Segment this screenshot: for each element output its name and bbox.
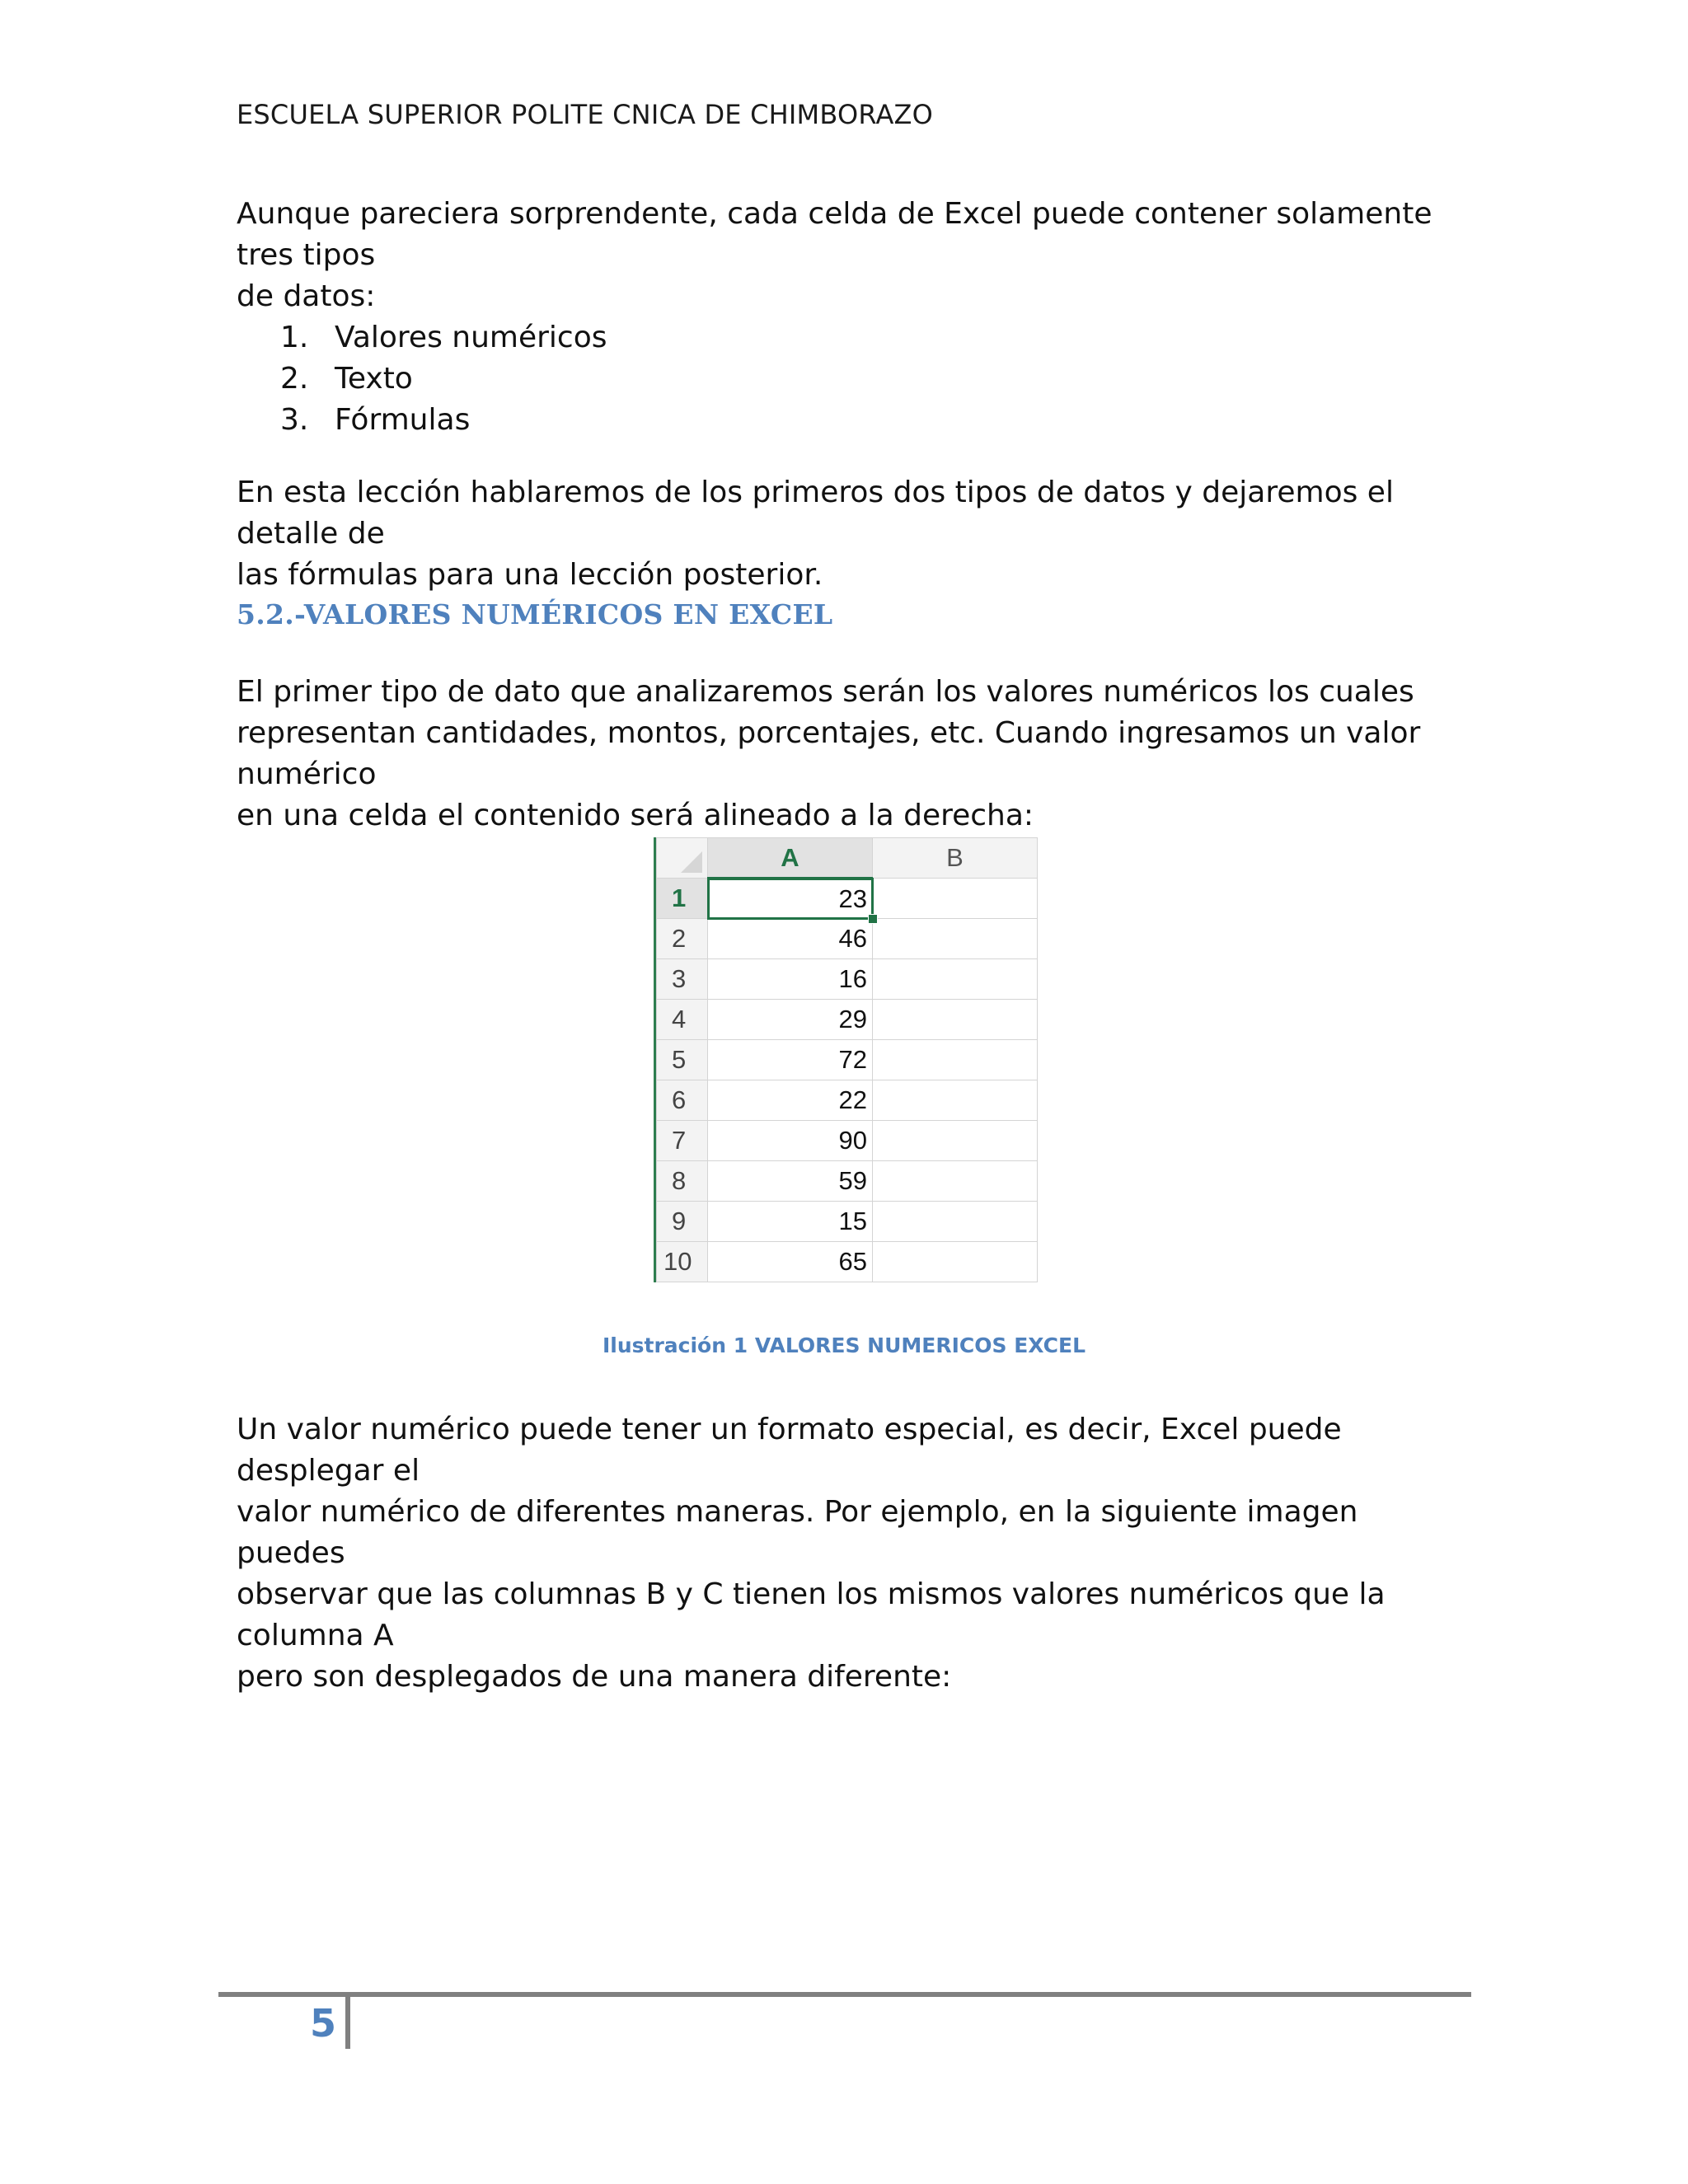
row-header: 6 [657,1080,708,1121]
page-header: ESCUELA SUPERIOR POLITE CNICA DE CHIMBORAZO [237,99,934,130]
lesson-note-line: las fórmulas para una lección posterior. [237,558,823,592]
row-header: 8 [657,1161,708,1202]
cell-value: 23 [838,883,867,913]
list-item [280,359,607,400]
cell-a9: 15 [708,1202,873,1242]
spreadsheet-grid [656,837,1038,1282]
figure-caption: Ilustración 1 VALORES NUMERICOS EXCEL [602,1333,1086,1357]
row-header: 4 [657,1000,708,1040]
numeric-intro-line: El primer tipo de dato que analizaremos serán los valores numéricos los cuales [237,675,1414,709]
intro-paragraph [237,194,1473,317]
cell-b1 [873,879,1038,919]
lesson-note-paragraph [237,472,1473,596]
column-header-row [657,838,1038,879]
row-header: 9 [657,1202,708,1242]
list-item-number: 3. [280,403,309,437]
intro-line: de datos: [237,279,376,313]
cell-a3: 16 [708,959,873,1000]
list-item-label: Texto [335,362,413,396]
cell-b10 [873,1242,1038,1282]
cell-b8 [873,1161,1038,1202]
row-header: 10 [657,1242,708,1282]
list-item-label: Fórmulas [335,403,471,437]
cell-b9 [873,1202,1038,1242]
cell-a4: 29 [708,1000,873,1040]
table-row [657,1242,1038,1282]
table-row [657,1080,1038,1121]
list-item-number: 1. [280,321,309,354]
section-heading: 5.2.-VALORES NUMÉRICOS EN EXCEL [237,598,833,630]
cell-b5 [873,1040,1038,1080]
cell-a6: 22 [708,1080,873,1121]
row-header: 2 [657,919,708,959]
numeric-intro-paragraph [237,672,1473,837]
numeric-intro-line: en una celda el contenido será alineado a la derecha: [237,799,1034,832]
numeric-intro-line: representan cantidades, montos, porcentajes, etc. Cuando ingresamos un valor numérico [237,716,1421,791]
cell-b4 [873,1000,1038,1040]
table-row [657,1161,1038,1202]
spreadsheet-illustration [654,837,1038,1282]
table-row [657,1040,1038,1080]
data-types-list [280,317,607,441]
list-item [280,317,607,359]
cell-a5: 72 [708,1040,873,1080]
fill-handle [868,914,878,924]
footer-rule [218,1992,1471,1997]
cell-b7 [873,1121,1038,1161]
cell-a2: 46 [708,919,873,959]
intro-line: Aunque pareciera sorprendente, cada celda de Excel puede contener solamente tres tipos [237,197,1432,272]
row-header: 5 [657,1040,708,1080]
select-all-corner [657,838,708,879]
cell-a10: 65 [708,1242,873,1282]
format-note-line: valor numérico de diferentes maneras. Por ejemplo, en la siguiente imagen puedes [237,1495,1358,1570]
table-row [657,919,1038,959]
table-row [657,1202,1038,1242]
list-item-number: 2. [280,362,309,396]
select-all-triangle-icon [681,851,702,873]
format-note-line: pero son desplegados de una manera diferente: [237,1660,952,1694]
format-note-line: observar que las columnas B y C tienen los mismos valores numéricos que la columna A [237,1577,1386,1652]
format-note-paragraph [237,1409,1473,1698]
row-header: 3 [657,959,708,1000]
lesson-note-line: En esta lección hablaremos de los primeros dos tipos de datos y dejaremos el detalle de [237,476,1394,551]
list-item [280,400,607,441]
page-number: 5 [310,2001,337,2046]
column-header-b: B [873,838,1038,879]
table-row [657,959,1038,1000]
cell-a7: 90 [708,1121,873,1161]
table-row [657,879,1038,919]
table-row [657,1000,1038,1040]
row-header: 1 [657,879,708,919]
format-note-line: Un valor numérico puede tener un formato especial, es decir, Excel puede desplegar el [237,1413,1342,1488]
footer-divider [345,1994,350,2049]
cell-b6 [873,1080,1038,1121]
column-header-a: A [708,838,873,879]
cell-a8: 59 [708,1161,873,1202]
cell-a1 [708,879,873,919]
cell-b2 [873,919,1038,959]
list-item-label: Valores numéricos [335,321,607,354]
cell-b3 [873,959,1038,1000]
table-row [657,1121,1038,1161]
row-header: 7 [657,1121,708,1161]
